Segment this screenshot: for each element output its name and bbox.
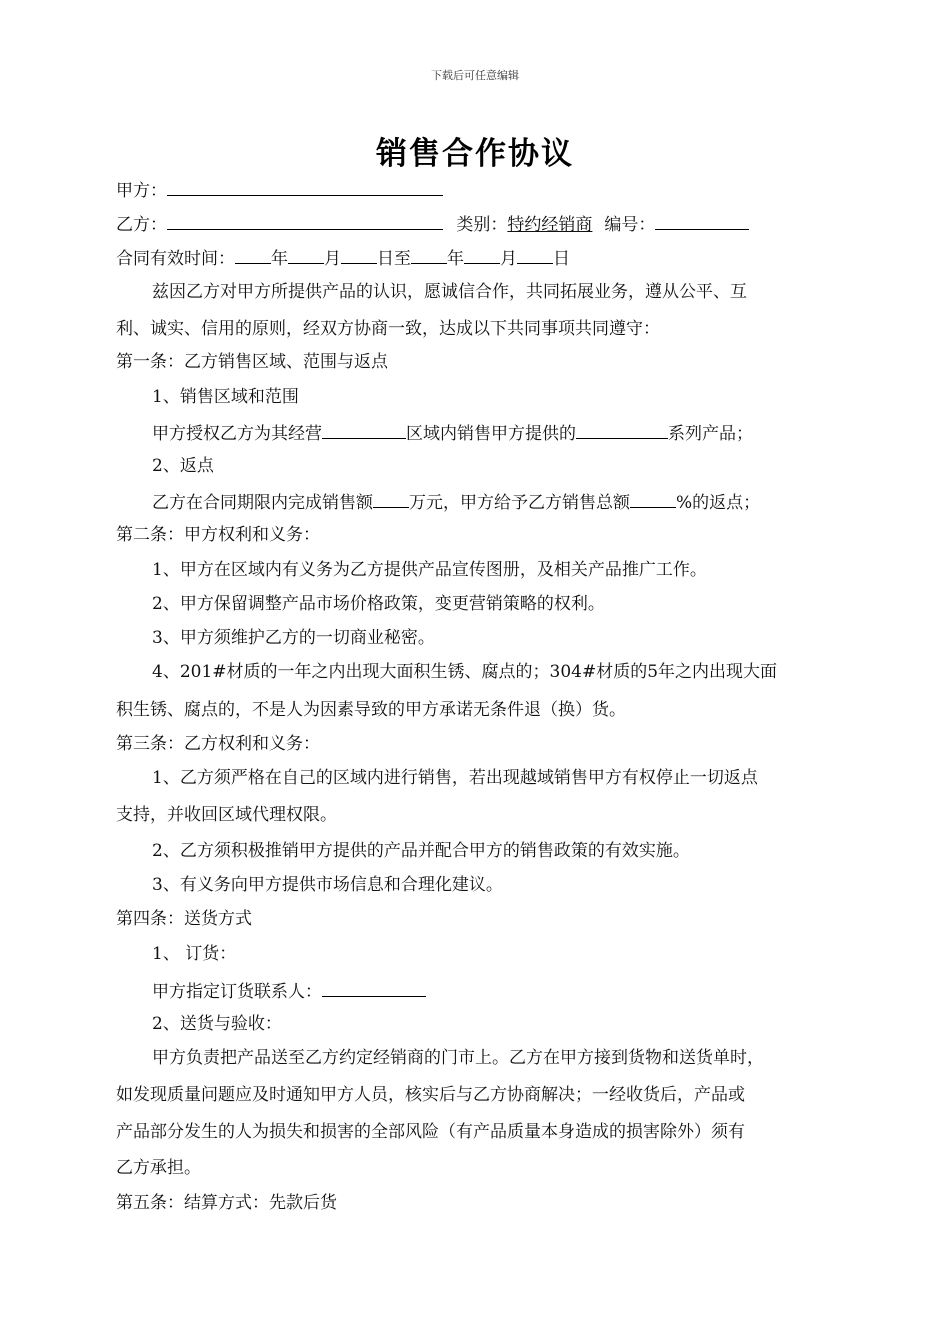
start-month-blank[interactable] [288, 245, 324, 264]
delivery-para-line3: 产品部分发生的人为损失和损害的全部风险（有产品质量本身造成的损害除外）须有 [116, 1122, 745, 1142]
article3-heading: 第三条：乙方权利和义务： [116, 734, 320, 754]
day-to-label: 日至 [377, 249, 411, 269]
category-label: 类别： [456, 215, 508, 235]
party-a-label: 甲方： [116, 181, 167, 201]
article4-sub1: 1、 订货： [152, 944, 237, 964]
article2-item4-line1: 4、201#材质的一年之内出现大面积生锈、腐点的；304#材质的5年之内出现大面 [152, 662, 778, 682]
region-text-b: 区域内销售甲方提供的 [406, 424, 576, 444]
intro-line-1: 兹因乙方对甲方所提供产品的认识，愿诚信合作，共同拓展业务，遵从公平、互 [152, 282, 747, 302]
order-contact-blank[interactable] [322, 978, 426, 997]
article1-rebate-line [152, 489, 760, 514]
number-blank[interactable] [655, 211, 749, 230]
delivery-para-line4: 乙方承担。 [116, 1158, 201, 1178]
party-b-label: 乙方： [116, 215, 167, 235]
article3-item2: 2、乙方须积极推销甲方提供的产品并配合甲方的销售政策的有效实施。 [152, 841, 690, 861]
rebate-text-c: %的返点； [676, 493, 761, 513]
article3-item3: 3、有义务向甲方提供市场信息和合理化建议。 [152, 875, 503, 895]
article1-region-line [152, 420, 753, 445]
year-label: 年 [271, 249, 288, 269]
article3-item1-line2: 支持，并收回区域代理权限。 [116, 805, 337, 825]
rebate-percent-blank[interactable] [630, 489, 676, 508]
region-text-c: 系列产品； [668, 424, 753, 444]
article2-item4-line2: 积生锈、腐点的，不是人为因素导致的甲方承诺无条件退（换）货。 [116, 700, 626, 720]
header-note: 下载后可任意编辑 [431, 69, 519, 82]
region-blank[interactable] [322, 420, 406, 439]
sales-amount-blank[interactable] [373, 489, 409, 508]
article4-heading: 第四条：送货方式 [116, 909, 252, 929]
delivery-para-line1: 甲方负责把产品送至乙方约定经销商的门市上。乙方在甲方接到货物和送货单时， [152, 1048, 764, 1068]
party-a-blank[interactable] [167, 177, 443, 196]
order-contact-line [152, 978, 426, 1003]
party-a-line [116, 177, 443, 202]
day-label: 日 [553, 249, 570, 269]
document-title: 销售合作协议 [376, 136, 574, 172]
article1-heading: 第一条：乙方销售区域、范围与返点 [116, 352, 388, 372]
delivery-para-line2: 如发现质量问题应及时通知甲方人员，核实后与乙方协商解决；一经收货后，产品或 [116, 1085, 745, 1105]
end-day-blank[interactable] [517, 245, 553, 264]
validity-label: 合同有效时间： [116, 249, 235, 269]
end-year-blank[interactable] [411, 245, 447, 264]
rebate-text-b: 万元，甲方给予乙方销售总额 [409, 493, 630, 513]
month-label-2: 月 [500, 249, 517, 269]
party-b-blank[interactable] [167, 211, 443, 230]
article2-item1: 1、甲方在区域内有义务为乙方提供产品宣传图册，及相关产品推广工作。 [152, 560, 707, 580]
article2-item3: 3、甲方须维护乙方的一切商业秘密。 [152, 628, 435, 648]
start-year-blank[interactable] [235, 245, 271, 264]
party-b-line [116, 211, 749, 236]
intro-line-2: 利、诚实、信用的原则，经双方协商一致，达成以下共同事项共同遵守： [116, 319, 660, 339]
region-text-a: 甲方授权乙方为其经营 [152, 424, 322, 444]
year-label-2: 年 [447, 249, 464, 269]
article2-heading: 第二条：甲方权利和义务： [116, 525, 320, 545]
article5-heading: 第五条：结算方式：先款后货 [116, 1193, 337, 1213]
end-month-blank[interactable] [464, 245, 500, 264]
article1-sub2: 2、返点 [152, 456, 214, 476]
start-day-blank[interactable] [341, 245, 377, 264]
product-series-blank[interactable] [576, 420, 668, 439]
article4-sub2: 2、送货与验收： [152, 1014, 282, 1034]
validity-line [116, 245, 570, 270]
article1-sub1: 1、销售区域和范围 [152, 387, 299, 407]
category-value: 特约经销商 [507, 215, 593, 235]
rebate-text-a: 乙方在合同期限内完成销售额 [152, 493, 373, 513]
month-label: 月 [324, 249, 341, 269]
order-contact-label: 甲方指定订货联系人： [152, 982, 322, 1002]
article2-item2: 2、甲方保留调整产品市场价格政策，变更营销策略的权利。 [152, 594, 605, 614]
article3-item1-line1: 1、乙方须严格在自己的区域内进行销售，若出现越域销售甲方有权停止一切返点 [152, 768, 758, 788]
number-label: 编号： [604, 215, 656, 235]
